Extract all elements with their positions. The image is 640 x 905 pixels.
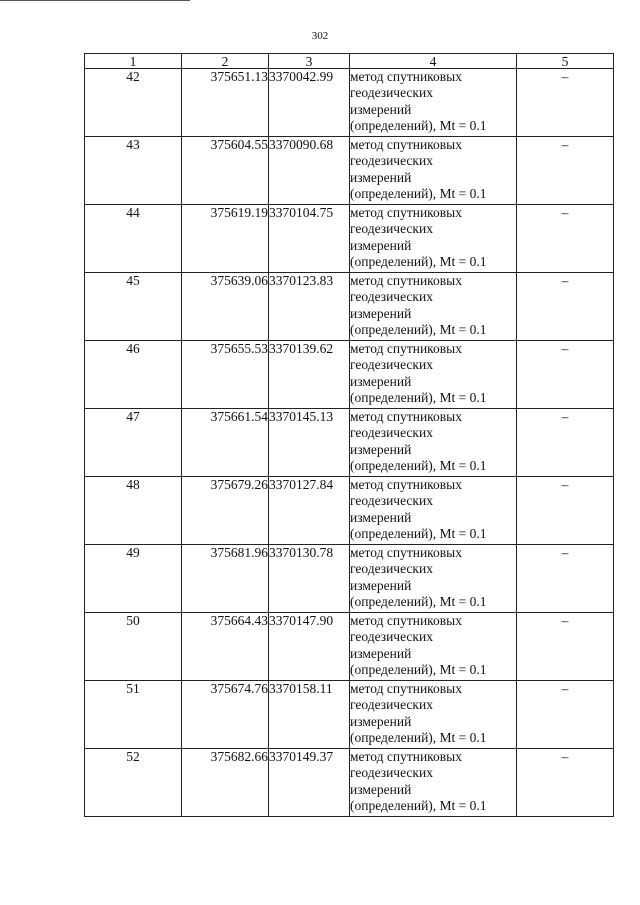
point-number: 52 (85, 749, 182, 817)
method-line: измерений (350, 101, 412, 117)
method-line: (определений), Mt = 0.1 (350, 526, 487, 542)
method-line: геодезических (350, 357, 433, 373)
coordinate-x: 375681.96 (182, 545, 269, 613)
coordinate-x: 375679.26 (182, 477, 269, 545)
method-line: геодезических (350, 221, 433, 237)
method-line: (определений), Mt = 0.1 (350, 390, 487, 406)
method-line: метод спутниковых (350, 545, 462, 560)
method-line: геодезических (350, 289, 433, 305)
column-header-4: 4 (350, 54, 517, 69)
note-dash: – (517, 545, 614, 613)
method-line: (определений), Mt = 0.1 (350, 322, 487, 338)
note-dash: – (517, 341, 614, 409)
coordinate-x: 375682.66 (182, 749, 269, 817)
coordinates-table (84, 53, 614, 817)
point-number: 49 (85, 545, 182, 613)
method-line: измерений (350, 169, 412, 185)
point-number: 48 (85, 477, 182, 545)
note-dash: – (517, 409, 614, 477)
point-number: 44 (85, 205, 182, 273)
method-line: метод спутниковых (350, 69, 462, 84)
table-row (85, 69, 614, 137)
method-description (350, 409, 517, 477)
table-row (85, 749, 614, 817)
table-row (85, 681, 614, 749)
point-number: 46 (85, 341, 182, 409)
method-line: измерений (350, 509, 412, 525)
table-row (85, 613, 614, 681)
method-description (350, 545, 517, 613)
method-line: (определений), Mt = 0.1 (350, 798, 487, 814)
method-description (350, 205, 517, 273)
coordinate-y: 3370147.90 (269, 613, 350, 681)
method-line: геодезических (350, 85, 433, 101)
method-line: (определений), Mt = 0.1 (350, 254, 487, 270)
coordinate-y: 3370090.68 (269, 137, 350, 205)
page-number: 302 (311, 30, 329, 42)
coordinate-x: 375604.55 (182, 137, 269, 205)
table-row (85, 137, 614, 205)
method-line: геодезических (350, 561, 433, 577)
method-description (350, 477, 517, 545)
note-dash: – (517, 69, 614, 137)
method-description (350, 69, 517, 137)
method-description (350, 681, 517, 749)
method-description (350, 273, 517, 341)
coordinate-y: 3370145.13 (269, 409, 350, 477)
method-line: измерений (350, 441, 412, 457)
method-line: измерений (350, 373, 412, 389)
method-line: измерений (350, 713, 412, 729)
method-line: геодезических (350, 765, 433, 781)
method-line: геодезических (350, 425, 433, 441)
note-dash: – (517, 613, 614, 681)
column-header-1: 1 (85, 54, 182, 69)
coordinate-x: 375664.43 (182, 613, 269, 681)
table-row (85, 273, 614, 341)
note-dash: – (517, 205, 614, 273)
method-line: метод спутниковых (350, 137, 462, 152)
method-line: (определений), Mt = 0.1 (350, 594, 487, 610)
coordinate-y: 3370149.37 (269, 749, 350, 817)
column-header-2: 2 (182, 54, 269, 69)
method-line: метод спутниковых (350, 341, 462, 356)
method-line: (определений), Mt = 0.1 (350, 730, 487, 746)
method-line: измерений (350, 237, 412, 253)
point-number: 42 (85, 69, 182, 137)
coordinate-y: 3370104.75 (269, 205, 350, 273)
method-line: (определений), Mt = 0.1 (350, 458, 487, 474)
column-header-5: 5 (517, 54, 614, 69)
method-line: измерений (350, 577, 412, 593)
coordinate-x: 375655.53 (182, 341, 269, 409)
table-row (85, 409, 614, 477)
method-line: геодезических (350, 493, 433, 509)
method-line: (определений), Mt = 0.1 (350, 186, 487, 202)
note-dash: – (517, 749, 614, 817)
method-description (350, 749, 517, 817)
coordinate-y: 3370139.62 (269, 341, 350, 409)
method-line: (определений), Mt = 0.1 (350, 662, 487, 678)
method-line: метод спутниковых (350, 681, 462, 696)
method-line: метод спутниковых (350, 273, 462, 288)
coordinate-x: 375661.54 (182, 409, 269, 477)
method-line: геодезических (350, 697, 433, 713)
method-line: геодезических (350, 629, 433, 645)
note-dash: – (517, 477, 614, 545)
column-header-3: 3 (269, 54, 350, 69)
point-number: 45 (85, 273, 182, 341)
method-line: геодезических (350, 153, 433, 169)
coordinate-y: 3370158.11 (269, 681, 350, 749)
coordinate-y: 3370123.83 (269, 273, 350, 341)
coordinate-x: 375674.76 (182, 681, 269, 749)
coordinate-x: 375651.13 (182, 69, 269, 137)
method-line: метод спутниковых (350, 409, 462, 424)
method-line: измерений (350, 781, 412, 797)
table-row (85, 205, 614, 273)
coordinate-x: 375619.19 (182, 205, 269, 273)
note-dash: – (517, 273, 614, 341)
coordinate-y: 3370127.84 (269, 477, 350, 545)
point-number: 51 (85, 681, 182, 749)
method-line: метод спутниковых (350, 749, 462, 764)
method-line: измерений (350, 645, 412, 661)
note-dash: – (517, 681, 614, 749)
coordinate-y: 3370042.99 (269, 69, 350, 137)
point-number: 50 (85, 613, 182, 681)
point-number: 47 (85, 409, 182, 477)
method-line: (определений), Mt = 0.1 (350, 118, 487, 134)
method-description (350, 137, 517, 205)
header-row (85, 54, 614, 69)
point-number: 43 (85, 137, 182, 205)
method-description (350, 341, 517, 409)
table-row (85, 545, 614, 613)
method-line: метод спутниковых (350, 205, 462, 220)
top-rule (0, 0, 190, 1)
coordinate-y: 3370130.78 (269, 545, 350, 613)
coordinate-x: 375639.06 (182, 273, 269, 341)
method-line: измерений (350, 305, 412, 321)
method-description (350, 613, 517, 681)
method-line: метод спутниковых (350, 613, 462, 628)
method-line: метод спутниковых (350, 477, 462, 492)
table-row (85, 341, 614, 409)
table-row (85, 477, 614, 545)
note-dash: – (517, 137, 614, 205)
table-body (85, 69, 614, 817)
